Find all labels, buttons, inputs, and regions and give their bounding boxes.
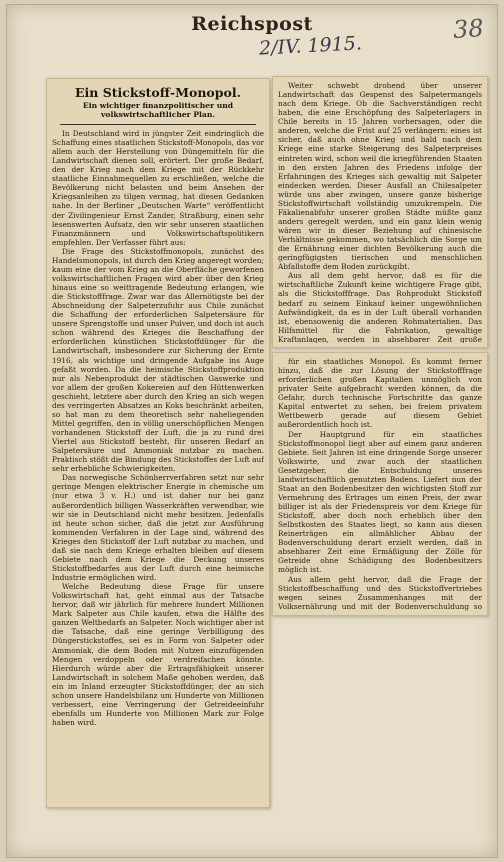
headline-divider [60,124,256,125]
clipping-right-bottom-column [272,352,488,616]
left-column-body [52,83,264,803]
article-headline: Ein Stickstoff-Monopol. [75,85,241,100]
handwritten-date: 2/IV. 1915. [258,32,363,60]
right-top-column-body [278,81,482,343]
paragraph: Aus allem geht hervor, daß die Frage der Stickstoffbeschaffung und des Stickstoffvertriebes wegen seines Zusammenhanges mit der Volksernährung und mit der Bodenverschuldung so [278,574,482,611]
newspaper-masthead: Reichspost [191,13,313,35]
paragraph: Welche Bedeutung diese Frage für unsere Volkswirtschaft hat, geht einmal aus der Tatsache hervor, daß wir jährlich für mehrere hundert Millionen Mark Salpeter aus Chile kaufen, etwa die Hälfte des ganzen Weltbedarfs an Salpeter. Noch wichtiger aber ist die Tatsache, daß eine geringe Verbilligung des Düngerstickstoffes, sei es in Form von Salpeter oder Ammoniak, die dem Boden mit Nutzen einzufügenden Mengen verdoppeln oder verdreifachen könnte. Hierdurch würde aber die Ertragsfähigkeit unserer Landwirtschaft in solchem Maße gehoben werden, daß ein im Inland erzeugter Stickstoffdünger, der an sich schon unsere Handelsbilanz um Hunderte von Millionen verbessert, eine Verringerung der Getreideeinfuhr ebenfalls um Hunderte von Millionen Mark zur Folge haben wird. [52,582,264,728]
paragraph: In Deutschland wird in jüngster Zeit eindringlich die Schaffung eines staatlichen Stickstoff-Monopols, das vor allem auch der Herstellung von Düngemitteln für die Landwirtschaft dienen soll, erörtert. Der große Bedarf, den der Krieg nach dem Kriege mit der Rückkehr staatliche Einnahmequellen zu erschließen, welche die Bevölkerung nicht belasten und beim Ansehen der Kriegsanleihen zu tilgen vermag, hat diesen Gedanken nahe. In der Berliner „Deutschen Warte“ veröffentlicht der Zivilingenieur Ernst Zander, Straßburg, einen sehr lesenswerten Aufsatz, den wir sehr unseren staatlichen Finanzmännern und Volkswirtschaftspolitikern empfehlen. Der Verfasser führt aus: [52,128,264,247]
paragraph: Aus all dem geht hervor, daß es für die wirtschaftliche Zukunft keine wichtigere Frage gibt, als die Stickstofffrage. Das Rohprodukt Stickstoff bedarf zu seinem Einkauf keiner ungewöhnlichen Aufwändigkeit, da es in der Luft überall vorhanden ist, ebensowenig die anderen Rohmaterialien. Das Hilfsmittel für die Fabrikation, gewaltige Kraftanlagen, werden in absehbarer Zeit große [278,271,482,343]
paragraph: Das norwegische Schönherrverfahren setzt nur sehr geringe Mengen elektrischer Energie in chemische um (nur etwa 3 v. H.) und ist daher nur bei ganz außerordentlich billigen Wasserkräften verwendbar, wie wir sie in Deutschland nicht mehr besitzen. Jedenfalls ist heute schon sicher, daß die jetzt zur Ausführung kommenden Verfahren in der Lage sind, während des Krieges den Stickstoff der Luft nutzbar zu machen, und daß sie nach dem Kriege erhalten bleiben auf diesem Gebiete nach dem Kriege die Deckung unseres Stickstoffbedarfes aus der Luft durch eine heimische Industrie ermöglichen wird. [52,473,264,583]
handwritten-page-number: 38 [452,13,485,45]
paragraph: Der Hauptgrund für ein staatliches Stickstoffmonopol liegt aber auf einem ganz anderen Gebiete. Seit Jahren ist eine dringende Sorge unserer Volkswirte, und zwar auch der staatlichen Gesetzgeber, die Entschuldung unseres landwirtschaftlich genutzten Bodens. Liefert nun der Staat an den Bodenbesitzer den wichtigsten Stoff zur Vermehrung des Ertrages um einen Preis, der zwar billiger ist als der Friedenspreis vor dem Kriege für Stickstoff, aber doch noch erheblich über den Selbstkosten des Staates liegt, so kann aus diesen Reinerträgen ein allmählicher Abbau der Bodenverschuldung derart erzielt werden, daß in absehbarer Zeit eine Ermäßigung der Zölle für Getreide ohne Schädigung des Bodenbesitzers möglich ist. [278,429,482,575]
clipping-left-column [46,78,270,808]
paragraph: für ein staatliches Monopol. Es kommt ferner hinzu, daß die zur Lösung der Stickstofffrage erforderlichen großen Kapitalien unmöglich von privater Seite aufgebracht werden können, da die Gefahr, durch technische Fortschritte das ganze Kapital entwertet zu sehen, bei freiem privatem Wettbewerb gerade auf diesem Gebiet außerordentlich hoch ist. [278,357,482,430]
article-subheadline: Ein wichtiger finanzpolitischer und volkswirtschaftlicher Plan. [82,101,234,120]
clipping-right-top-column [272,76,488,348]
right-bottom-column-body [278,357,482,611]
paragraph: Die Frage des Stickstoffmonopols, zunächst des Handelsmonopols, ist durch den Krieg angeregt worden; kaum eine der vom Krieg an die Oberfläche geworfenen volkswirtschaftlichen Fragen wird aber über den Krieg hinaus eine so weittragende Bedeutung erlangen, wie die Stickstofffrage. Zwar war das Allernötigste bei der Abschneidung der Salpeterzufuhr aus Chile zunächst die Schaffung der erforderlichen Salpetersäure für unsere Sprengstoffe und unser Pulver, und doch ist auch schon während des Krieges die Beschaffung der erforderlichen künstlichen Stickstoffdünger für die Landwirtschaft, insbesondere zur Sicherung der Ernte 1916, als wichtige und dringende Aufgabe ins Auge gefaßt worden. Da die heimische Stickstoffproduktion nur als Nebenprodukt der städtischen Gaswerke und vor allem der großen Kokereien auf den Hüttenwerken geschieht, letztere aber durch den Krieg an sich wegen des verringerten Absatzes an Koks beschränkt arbeiten, so hat man zu dem theoretisch sehr naheliegenden Mittel gegriffen, den in völlig unerschöpflichen Mengen vorhandenen Stickstoff der Luft, die ja zu rund drei Viertel aus Stickstoff besteht, für unseren Bedarf an Salpetersäure und Ammoniak nutzbar zu machen. Praktisch stößt die Bindung des Stickstoffes der Luft auf sehr erhebliche Schwierigkeiten. [52,246,264,474]
paragraph: Weiter schwebt drohend über unserer Landwirtschaft das Gespenst des Salpetermangels nach dem Kriege. Ob die Sachverständigen recht haben, die eine Erschöpfung des Salpeterlagers in Chile bereits in 15 Jahren vorhersagen, oder die anderen, welche die Frist auf 25 verlängern: eines ist sicher, daß auch ohne Krieg und bald nach dem Kriege eine starke Steigerung des Salpeterpreises eintreten wird, schon weil die kriegführenden Staaten in den ersten Jahren des Friedens infolge der Erfahrungen des Krieges sich gewaltig mit Salpeter eindecken werden. Dieser Ausfall an Chilesalpeter würde uns aber zwingen, unsere ganze bisherige Stickstoffwirtschaft vollständig umzukrempeln. Die Fäkalienabfuhr unserer großen Städte müßte ganz anders geregelt werden, und ein ganz klein wenig wären wir in dieser Beziehung auf chinesische Verhältnisse gekommen, wo tatsächlich die Sorge um die Ernährung einer dichten Bevölkerung auch die geringfügigsten tierischen und menschlichen Abfallstoffe dem Boden zurückgibt. [278,81,482,272]
